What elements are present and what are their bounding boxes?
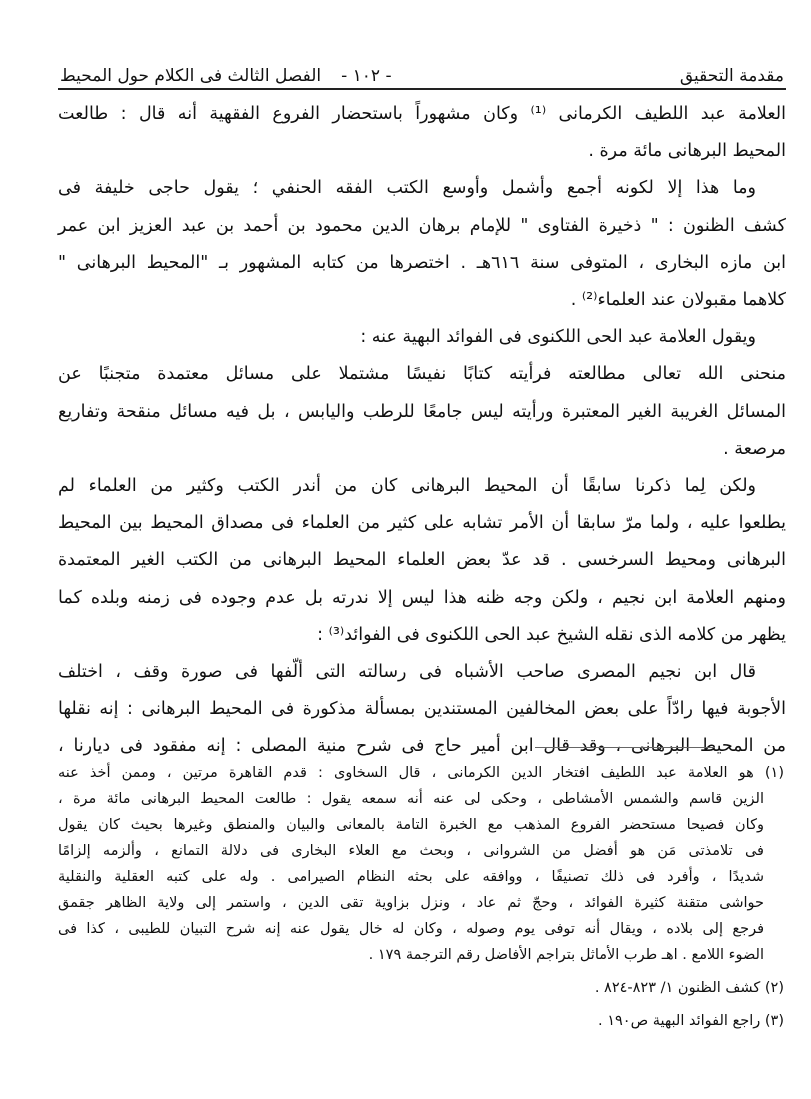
footnote-text: هو العلامة عبد اللطيف افتخار الدين الكرمانى ، قال السخاوى : قدم القاهرة مرتين ، وممن أخذ عنه — [58, 765, 754, 781]
chapter-title: الفصل الثالث فى الكلام حول المحيط — [60, 66, 322, 86]
footnote-line: وكان فصيحا مستحضر الفروع المذهب مع الخبرة التامة بالمعانى والبيان والمنطق وغيرها بحيث كان يقول — [58, 817, 764, 833]
text-line: ويقول العلامة عبد الحى اللكنوى فى الفوائد البهية عنه : — [360, 327, 756, 348]
footnote-line: حواشى متقنة كثيرة الفوائد ، وحجّ ثم عاد ، ونزل بزاوية تقى الدين ، واستمر إلى ولاية الظاهر جقمق — [58, 895, 764, 911]
text-line: ابن مازه البخارى ، المتوفى سنة ٦١٦هـ . اختصرها من كتابه المشهور بـ "المحيط البرهانى " — [58, 252, 787, 273]
footnote-line — [58, 975, 784, 1001]
footnote-line: فرجع إلى بلاده ، ويقال أنه توفى يوم وصوله ، وكان له خال يقول عنه إنه شرح التبيان للطيبى ، كذا فى — [58, 921, 764, 937]
footnote-line — [58, 760, 784, 786]
footnotes — [58, 760, 784, 1041]
main-text — [58, 96, 786, 766]
text-line: يطلعوا عليه ، ولما مرّ سابقا أن الأمر تشابه على كثير من العلماء فى مصداق المحيط بين المحيط — [58, 513, 786, 534]
book-page — [58, 52, 786, 766]
header-center — [60, 66, 392, 86]
text-line: يظهر من كلامه الذى نقله الشيخ عبد الحى اللكنوى فى الفوائد⁽³⁾ : — [317, 624, 786, 645]
footnote-line — [58, 1008, 784, 1034]
footnote-number: (١) — [764, 765, 785, 781]
text-line: كشف الظنون : " ذخيرة الفتاوى " للإمام برهان الدين محمود بن أحمد بن عبد العزيز ابن عمر — [58, 215, 786, 236]
running-header — [58, 52, 786, 90]
text-line: وما هذا إلا لكونه أجمع وأشمل وأوسع الكتب الفقه الحنفي ؛ يقول حاجى خليفة فى — [58, 178, 756, 199]
text-line: المحيط البرهانى مائة مرة . — [588, 141, 786, 162]
text-line: مرصعة . — [723, 438, 786, 459]
footnote-line: فى تلامذتى مَن هو أفضل من الشروانى ، وبحث مع العلاء البخارى فى دلالة التمانع ، وألزمه إلزامًا — [58, 843, 764, 859]
text-line: من المحيط البرهانى ، وقد قال ابن أمير حاج فى شرح منية المصلى : إنه مفقود فى ديارنا ، — [58, 736, 786, 757]
text-line: قال ابن نجيم المصرى صاحب الأشباه فى رسالته التى ألّفها فى صورة وقف ، اختلف — [58, 662, 756, 683]
section-title: مقدمة التحقيق — [679, 66, 784, 86]
footnote-separator — [535, 747, 715, 748]
footnote-text: كشف الظنون ١/ ٨٢٣-٨٢٤ . — [594, 980, 761, 996]
page-number: - ١٠٢ - — [341, 66, 392, 86]
text-line: ومنهم العلامة ابن نجيم ، ولكن وجه ظنه هذا ليس إلا ندرته بل عدم وجوده فى زمنه وبلده كما — [58, 587, 786, 608]
footnote-3 — [58, 1008, 784, 1034]
footnote-line: الزين قاسم والشمس الأمشاطى ، وحكى لى عنه أنه سمعه يقول : طالعت المحيط البرهانى مائة مرة ، — [58, 791, 764, 807]
text-line: منحنى الله تعالى مطالعته فرأيته كتابًا نفيسًا مشتملا على مسائل معتمدة متجنبًا عن — [58, 364, 786, 385]
footnote-2 — [58, 975, 784, 1001]
footnote-number: (٣) — [764, 1013, 784, 1029]
footnote-text: راجع الفوائد البهية ص١٩٠ . — [597, 1013, 761, 1029]
text-line: المسائل الغريبة الغير المعتبرة ورأيته ليس جامعًا للرطب واليابس ، بل فيه مسائل منقحة وتفاريع — [58, 401, 786, 422]
text-line: ولكن لِما ذكرنا سابقًا أن المحيط البرهانى كان من أندر الكتب وكثير من العلماء لم — [58, 476, 756, 497]
footnote-1 — [58, 760, 784, 968]
footnote-number: (٢) — [764, 980, 784, 996]
text-line: البرهانى ومحيط السرخسى . قد عدّ بعض العلماء المحيط البرهانى من الكتب الغير المعتمدة — [58, 550, 786, 571]
text-line: الأجوبة فيها رادّاً على بعض المخالفين المستندين بمسألة مذكورة فى المحيط البرهانى : إنه نقلها — [58, 699, 786, 720]
text-line: العلامة عبد اللطيف الكرمانى ⁽¹⁾ وكان مشهوراً باستحضار الفروع الفقهية أنه قال : طالعت — [58, 104, 786, 124]
text-line: كلاهما مقبولان عند العلماء⁽²⁾ . — [570, 290, 786, 311]
footnote-line: الضوء اللامع . اهـ طرب الأماثل بتراجم الأفاضل رقم الترجمة ١٧٩ . — [368, 947, 764, 963]
footnote-line: شديدًا ، وأفرد فى ذلك تصنيفًا ، ووافقه على بحثه النظام الصيرامى . وله على كتبه العقلية والنقلية — [58, 869, 764, 885]
